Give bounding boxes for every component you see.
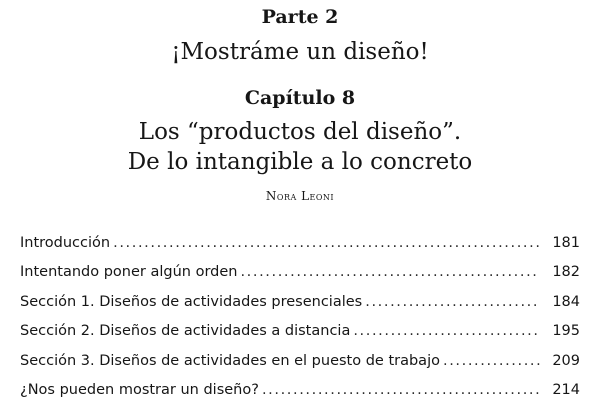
- toc-dot-leader: [113, 232, 540, 254]
- toc-entry-title: Sección 3. Diseños de actividades en el puesto de trabajo: [20, 352, 440, 369]
- toc-entry[interactable]: [20, 261, 580, 290]
- toc-entry[interactable]: [20, 350, 580, 379]
- toc-page-number: 182: [552, 264, 580, 281]
- toc-entry-title: Introducción: [20, 235, 111, 251]
- chapter-title-line-1: Los “productos del diseño”.: [138, 119, 462, 145]
- part-label: Parte 2: [261, 6, 339, 28]
- table-of-contents: [20, 232, 580, 408]
- toc-dot-leader: [353, 320, 540, 342]
- toc-dot-leader: [443, 350, 540, 372]
- toc-page-number: 209: [552, 352, 580, 369]
- toc-entry-title: Sección 1. Diseños de actividades presenciales: [20, 293, 363, 310]
- toc-entry[interactable]: [20, 291, 580, 320]
- toc-entry-title: Sección 2. Diseños de actividades a distancia: [20, 323, 351, 340]
- chapter-title-line-2: De lo intangible a lo concreto: [127, 149, 473, 175]
- toc-entry[interactable]: [20, 320, 580, 349]
- toc-page-number: 184: [552, 293, 580, 310]
- toc-entry-title: ¿Nos pueden mostrar un diseño?: [20, 381, 259, 398]
- toc-entry[interactable]: [20, 379, 580, 408]
- toc-dot-leader: [365, 291, 540, 313]
- toc-entry[interactable]: [20, 232, 580, 261]
- toc-page-number: 195: [552, 323, 580, 340]
- chapter-title: [0, 117, 600, 177]
- toc-page-number: 181: [552, 235, 580, 251]
- toc-dot-leader: [240, 261, 540, 283]
- toc-dot-leader: [262, 379, 540, 401]
- author-name: Nora Leoni: [265, 189, 335, 203]
- chapter-label: Capítulo 8: [244, 87, 356, 109]
- toc-entry-title: Intentando poner algún orden: [20, 264, 238, 281]
- part-title: ¡Mostráme un diseño!: [171, 39, 429, 65]
- toc-page-number: 214: [552, 381, 580, 398]
